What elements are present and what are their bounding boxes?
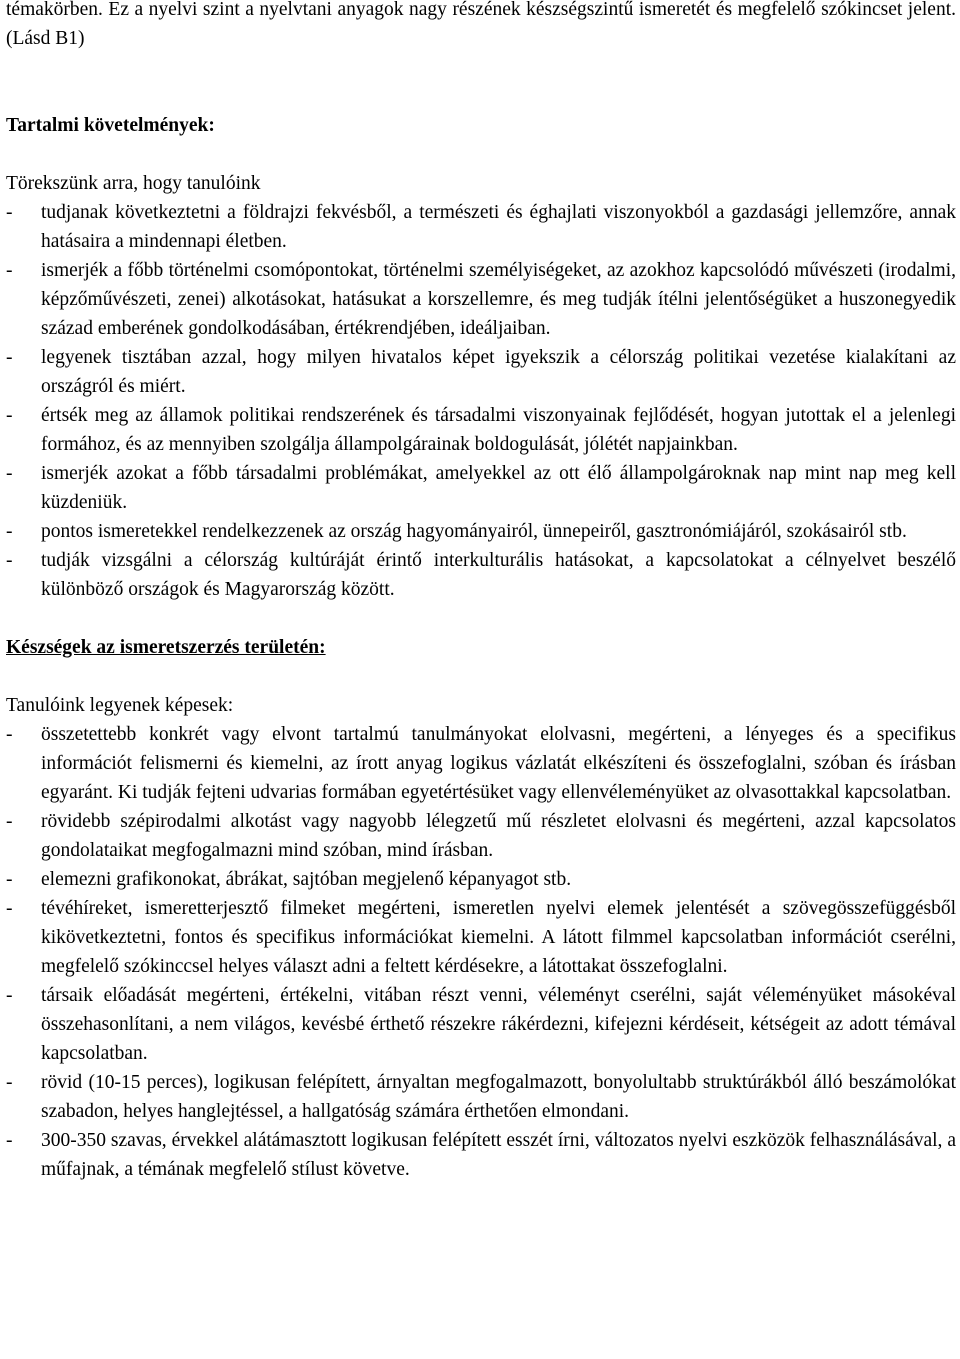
list-item: [6, 865, 956, 894]
list-item-text: elemezni grafikonokat, ábrákat, sajtóban megjelenő képanyagot stb.: [41, 869, 572, 890]
list-dash: -: [6, 463, 13, 484]
list-item: [6, 459, 956, 517]
list-item: [6, 343, 956, 401]
list-dash: -: [6, 260, 13, 281]
skills-heading: Készségek az ismeretszerzés területén:: [6, 637, 326, 658]
list-item: [6, 1126, 956, 1184]
list-item: [6, 198, 956, 256]
content-requirements-list: [6, 198, 956, 604]
list-item-text: ismerjék azokat a főbb társadalmi problémákat, amelyekkel az ott élő állampolgároknak nap mint nap meg kell küzdeniük.: [41, 463, 956, 513]
list-dash: -: [6, 550, 13, 571]
content-requirements-heading: Tartalmi követelmények:: [6, 115, 215, 136]
list-item-text: rövidebb szépirodalmi alkotást vagy nagyobb lélegzetű mű részletet elolvasni és megérteni, azzal kapcsolatos gondolataikat megfogalmazni mind szóban, mind írásban.: [41, 811, 956, 861]
list-dash: -: [6, 1130, 13, 1151]
list-item: [6, 546, 956, 604]
skills-lead: Tanulóink legyenek képesek:: [6, 695, 234, 716]
list-dash: -: [6, 811, 13, 832]
list-item-text: értsék meg az államok politikai rendszerének és társadalmi viszonyainak fejlődését, hogyan jutottak el a jelenlegi formához, és az mennyiben szolgálja állampolgárainak boldogulását, jólétét napjainkban.: [41, 405, 956, 455]
list-dash: -: [6, 898, 13, 919]
list-dash: -: [6, 724, 13, 745]
list-dash: -: [6, 202, 13, 223]
list-item-text: tévéhíreket, ismeretterjesztő filmeket megérteni, ismeretlen nyelvi elemek jelentését a szövegösszefüggésből kikövetkeztetni, fontos és specifikus információkat kiemelni. A látott filmmel kapcsolatban információt cserélni, megfelelő szókinccsel helyes választ adni a feltett kérdésekre, a látottakat összefoglalni.: [41, 898, 956, 977]
content-requirements-lead: Törekszünk arra, hogy tanulóink: [6, 173, 261, 194]
list-dash: -: [6, 985, 13, 1006]
document-page: [6, 0, 956, 1184]
list-item-text: társaik előadását megérteni, értékelni, vitában részt venni, véleményt cserélni, saját véleményüket másokéval összehasonlítani, a nem világos, kevésbé érthető részekre rákérdezni, kifejezni kérdéseit, kétségeit az adott témával kapcsolatban.: [41, 985, 956, 1064]
list-dash: -: [6, 521, 13, 542]
list-item: [6, 807, 956, 865]
intro-paragraph: témakörben. Ez a nyelvi szint a nyelvtani anyagok nagy részének készségszintű ismeretét és megfelelő szókincset jelent. (Lásd B1): [6, 0, 956, 49]
list-item-text: legyenek tisztában azzal, hogy milyen hivatalos képet igyekszik a célország politikai vezetése kialakítani az országról és miért.: [41, 347, 956, 397]
list-item-text: ismerjék a főbb történelmi csomópontokat, történelmi személyiségeket, az azokhoz kapcsolódó művészeti (irodalmi, képzőművészeti, zenei) alkotásokat, hatásukat a korszellemre, és meg tudják ítélni jelentőségüket a huszonegyedik század emberének gondolkodásában, értékrendjében, ideáljaiban.: [41, 260, 956, 339]
list-item: [6, 1068, 956, 1126]
list-item-text: 300-350 szavas, érvekkel alátámasztott logikusan felépített esszét írni, változatos nyelvi eszközök felhasználásával, a műfajnak, a témának megfelelő stílust követve.: [41, 1130, 956, 1180]
list-item: [6, 894, 956, 981]
list-item-text: rövid (10-15 perces), logikusan felépített, árnyaltan megfogalmazott, bonyolultabb struktúrákból álló beszámolókat szabadon, helyes hanglejtéssel, a hallgatóság számára érthetően elmondani.: [41, 1072, 956, 1122]
skills-list: [6, 720, 956, 1184]
list-dash: -: [6, 347, 13, 368]
list-item-text: összetettebb konkrét vagy elvont tartalmú tanulmányokat elolvasni, megérteni, a lényeges és a specifikus információt felismerni és kiemelni, az írott anyag logikus vázlatát elkészíteni és összefoglalni, szóban és írásban egyaránt. Ki tudják fejteni udvarias formában egyetértésüket vagy ellenvéleményüket az olvasottakkal kapcsolatban.: [41, 724, 956, 803]
list-item: [6, 720, 956, 807]
list-item: [6, 401, 956, 459]
list-item: [6, 981, 956, 1068]
list-item: [6, 256, 956, 343]
list-dash: -: [6, 405, 13, 426]
list-item-text: pontos ismeretekkel rendelkezzenek az ország hagyományairól, ünnepeiről, gasztronómiájáról, szokásairól stb.: [41, 521, 907, 542]
list-dash: -: [6, 1072, 13, 1093]
list-item-text: tudják vizsgálni a célország kultúráját érintő interkulturális hatásokat, a kapcsolatokat a célnyelvet beszélő különböző országok és Magyarország között.: [41, 550, 956, 600]
list-item-text: tudjanak következtetni a földrajzi fekvésből, a természeti és éghajlati viszonyokból a gazdasági jellemzőre, annak hatásaira a mindennapi életben.: [41, 202, 956, 252]
list-dash: -: [6, 869, 13, 890]
list-item: [6, 517, 956, 546]
